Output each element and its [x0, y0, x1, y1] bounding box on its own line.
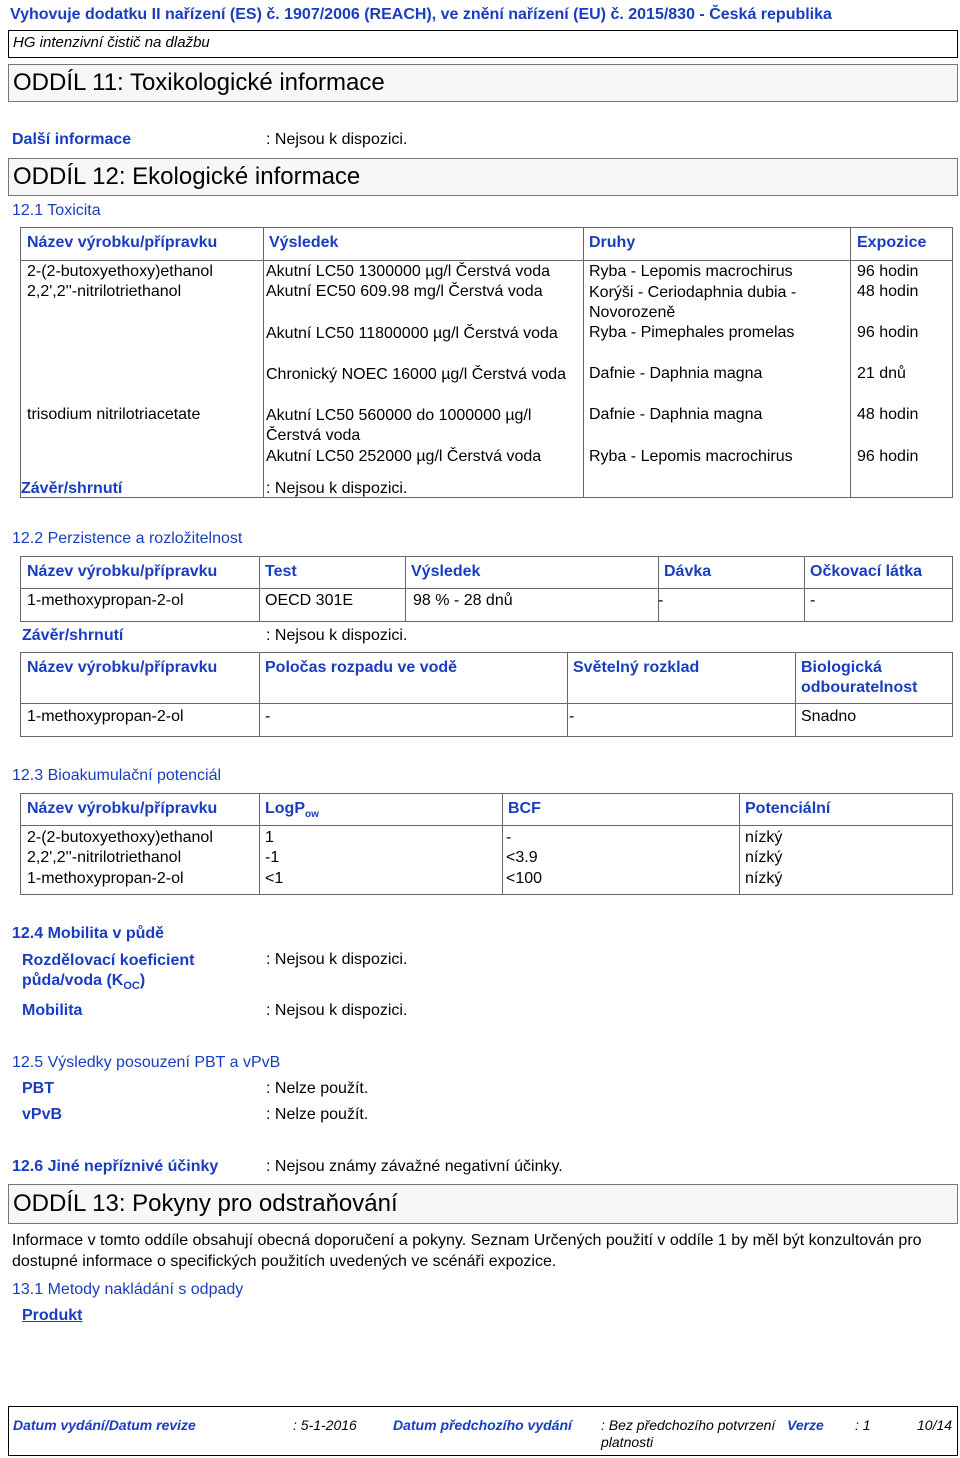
- deg-col-photolysis: Světelný rozklad: [573, 659, 700, 676]
- tox-row-species: Korýši - Ceriodaphnia dubia - Novorozeně: [589, 284, 797, 321]
- product-name: HG intenzivní čistič na dlažbu: [13, 34, 210, 51]
- persistence-heading: 12.2 Perzistence a rozložitelnost: [12, 530, 243, 547]
- further-info-value: : Nejsou k dispozici.: [266, 131, 408, 148]
- bio-col-name: Název výrobku/přípravku: [27, 800, 218, 817]
- bio-row-name: 2-(2-butoxyethoxy)ethanol: [27, 829, 213, 846]
- pers-col-test: Test: [265, 563, 297, 580]
- section-13-title-box: [8, 1184, 958, 1224]
- section-12-title: ODDÍL 12: Ekologické informace: [13, 163, 361, 190]
- tox-row-exposure: 21 dnů: [857, 365, 906, 382]
- tox-col-result: Výsledek: [269, 234, 339, 251]
- vpvb-label: vPvB: [22, 1106, 63, 1123]
- issue-date-label: Datum vydání/Datum revize: [13, 1417, 196, 1433]
- waste-methods-heading: 13.1 Metody nakládání s odpady: [12, 1281, 244, 1298]
- tox-row-exposure: 96 hodin: [857, 324, 919, 341]
- tox-row-name: 2-(2-butoxyethoxy)ethanol: [27, 263, 213, 280]
- tox-row-result: Akutní LC50 560000 do 1000000 µg/l Čerstvá voda: [266, 407, 532, 444]
- tox-row-exposure: 96 hodin: [857, 263, 919, 280]
- section-11-title-box: [8, 64, 958, 102]
- toxicity-heading: 12.1 Toxicita: [12, 202, 101, 219]
- deg-row-bio: Snadno: [801, 708, 857, 725]
- bio-row-bcf: <100: [506, 870, 543, 887]
- bio-row-logp: -1: [265, 849, 280, 866]
- tox-row-exposure: 48 hodin: [857, 406, 919, 423]
- prev-date-label: Datum předchozího vydání: [393, 1417, 572, 1433]
- section-11-title: ODDÍL 11: Toxikologické informace: [13, 69, 385, 96]
- prev-date-value: : Bez předchozího potvrzení platnosti: [601, 1417, 776, 1450]
- mobility-label: Mobilita: [22, 1002, 83, 1019]
- page-number: 10/14: [917, 1417, 953, 1433]
- koc-label: Rozdělovací koeficient půda/voda $(K_{OC})$: [22, 952, 195, 993]
- tox-row-species: Ryba - Lepomis macrochirus: [589, 263, 793, 280]
- deg-row-photolysis: -: [569, 708, 575, 725]
- toxicity-table: [20, 227, 953, 498]
- bio-row-logp: <1: [265, 870, 284, 887]
- tox-row-species: Dafnie - Daphnia magna: [589, 406, 763, 423]
- mobility-value: : Nejsou k dispozici.: [266, 1002, 408, 1019]
- deg-col-halflife: Poločas rozpadu ve vodě: [265, 659, 458, 676]
- tox-row-result: Akutní LC50 11800000 µg/l Čerstvá voda: [266, 325, 558, 342]
- pers-row-test: OECD 301E: [265, 592, 354, 609]
- tox-row-result: Chronický NOEC 16000 µg/l Čerstvá voda: [266, 366, 567, 383]
- product-link[interactable]: Produkt: [22, 1307, 83, 1324]
- tox-row-exposure: 48 hodin: [857, 283, 919, 300]
- bio-col-logp: LogP$_{ow}$: [265, 800, 319, 821]
- product-header-box: [8, 30, 958, 58]
- tox-col-name: Název výrobku/přípravku: [27, 234, 218, 251]
- tox-row-name: 2,2',2''-nitrilotriethanol: [27, 283, 182, 300]
- other-effects-heading: 12.6 Jiné nepříznivé účinky: [12, 1158, 219, 1175]
- version-label: Verze: [787, 1417, 824, 1433]
- tox-row-species: Ryba - Pimephales promelas: [589, 324, 795, 341]
- other-effects-value: : Nejsou známy závažné negativní účinky.: [266, 1158, 563, 1175]
- section-12-title-box: [8, 158, 958, 196]
- pers-row-result: 98 % - 28 dnů: [413, 592, 513, 609]
- pers-conclusion-label: Závěr/shrnutí: [22, 627, 124, 644]
- deg-row-name: 1-methoxypropan-2-ol: [27, 708, 184, 725]
- pers-col-result: Výsledek: [411, 563, 481, 580]
- bioaccumulation-table: [20, 793, 953, 895]
- deg-col-name: Název výrobku/přípravku: [27, 659, 218, 676]
- pers-col-dose: Dávka: [664, 563, 712, 580]
- tox-conclusion-label: Závěr/shrnutí: [21, 480, 123, 497]
- bio-row-potential: nízký: [745, 849, 783, 866]
- degradation-table: [20, 652, 953, 737]
- footer: [8, 1406, 958, 1456]
- pbt-heading: 12.5 Výsledky posouzení PBT a vPvB: [12, 1054, 281, 1071]
- deg-col-bio: Biologická odbouratelnost: [801, 659, 918, 696]
- tox-conclusion-value: : Nejsou k dispozici.: [266, 480, 408, 497]
- tox-col-species: Druhy: [589, 234, 636, 251]
- koc-value: : Nejsou k dispozici.: [266, 951, 408, 968]
- persistence-table: [20, 556, 953, 622]
- pers-row-dose: -: [658, 592, 664, 609]
- regulation-header: Vyhovuje dodatku II nařízení (ES) č. 1907/2006 (REACH), ve znění nařízení (EU) č. 2015/830 - Česká republika: [10, 6, 832, 23]
- issue-date-value: : 5-1-2016: [293, 1417, 357, 1433]
- bio-row-bcf: -: [506, 829, 512, 846]
- tox-col-exposure: Expozice: [857, 234, 927, 251]
- pbt-value: : Nelze použít.: [266, 1080, 369, 1097]
- bio-row-name: 1-methoxypropan-2-ol: [27, 870, 184, 887]
- bio-row-potential: nízký: [745, 829, 783, 846]
- pers-row-name: 1-methoxypropan-2-ol: [27, 592, 184, 609]
- further-info-label: Další informace: [12, 131, 132, 148]
- version-value: : 1: [855, 1417, 871, 1433]
- pers-col-name: Název výrobku/přípravku: [27, 563, 218, 580]
- tox-row-name: trisodium nitrilotriacetate: [27, 406, 201, 423]
- pers-conclusion-value: : Nejsou k dispozici.: [266, 627, 408, 644]
- tox-row-species: Ryba - Lepomis macrochirus: [589, 448, 793, 465]
- bio-col-bcf: BCF: [508, 800, 541, 817]
- bio-row-name: 2,2',2''-nitrilotriethanol: [27, 849, 182, 866]
- pers-col-inoculum: Očkovací látka: [810, 563, 923, 580]
- section-13-intro: Informace v tomto oddíle obsahují obecná doporučení a pokyny. Seznam Určených použití v oddíle 1 by měl být konzultován pro dostupné informace o specifických použitích uvedených ve scénáři expozice.: [12, 1232, 922, 1270]
- bioaccumulation-heading: 12.3 Bioakumulační potenciál: [12, 767, 222, 784]
- tox-row-result: Akutní LC50 252000 µg/l Čerstvá voda: [266, 448, 542, 465]
- bio-row-logp: 1: [265, 829, 274, 846]
- tox-row-result: Akutní EC50 609.98 mg/l Čerstvá voda: [266, 283, 543, 300]
- tox-row-species: Dafnie - Daphnia magna: [589, 365, 763, 382]
- pers-row-inoculum: -: [810, 592, 816, 609]
- deg-row-halflife: -: [265, 708, 271, 725]
- bio-row-potential: nízký: [745, 870, 783, 887]
- section-13-title: ODDÍL 13: Pokyny pro odstraňování: [13, 1190, 398, 1217]
- tox-row-result: Akutní LC50 1300000 µg/l Čerstvá voda: [266, 263, 551, 280]
- vpvb-value: : Nelze použít.: [266, 1106, 369, 1123]
- tox-row-exposure: 96 hodin: [857, 448, 919, 465]
- mobility-heading: 12.4 Mobilita v půdě: [12, 925, 165, 942]
- bio-row-bcf: <3.9: [506, 849, 538, 866]
- pbt-label: PBT: [22, 1080, 54, 1097]
- bio-col-potential: Potenciální: [745, 800, 831, 817]
